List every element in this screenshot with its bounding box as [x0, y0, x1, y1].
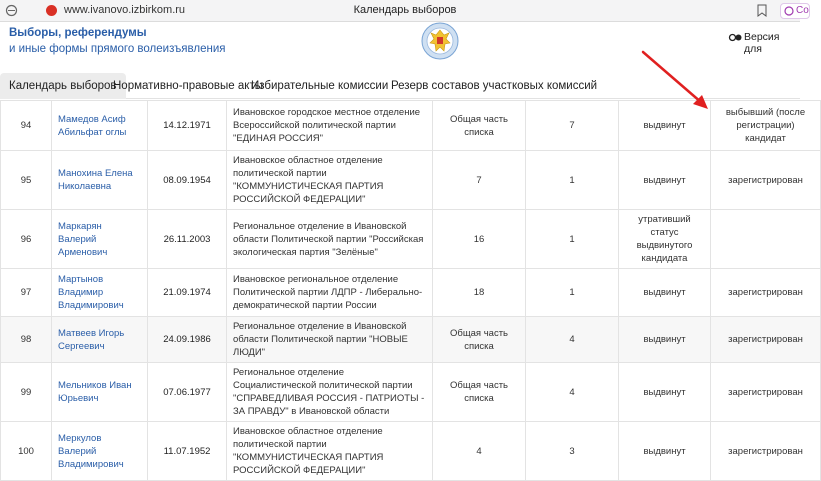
table-row	[1, 363, 821, 422]
birth-date: 11.07.1952	[148, 422, 227, 481]
nomination-status: выдвинут	[619, 363, 711, 422]
list-part: 7	[433, 151, 526, 210]
main-nav	[0, 73, 800, 99]
table-row	[1, 317, 821, 363]
tab-election-commissions[interactable]: Избирательные комиссии	[251, 80, 389, 92]
row-number: 95	[1, 151, 52, 210]
candidate-name-link[interactable]: Манохина Елена Николаевна	[52, 151, 148, 210]
row-number: 97	[1, 269, 52, 317]
list-part: 16	[433, 210, 526, 269]
address-bar-url[interactable]: www.ivanovo.izbirkom.ru	[64, 4, 186, 16]
browser-tab-title: Календарь выборов	[353, 4, 457, 16]
cec-emblem-logo[interactable]	[418, 21, 462, 61]
birth-date: 14.12.1971	[148, 101, 227, 151]
nominating-party: Ивановское областное отделение политической партии "КОММУНИСТИЧЕСКАЯ ПАРТИЯ РОССИЙСКОЙ ФЕДЕРАЦИИ"	[227, 422, 433, 481]
row-number: 99	[1, 363, 52, 422]
row-number: 98	[1, 317, 52, 363]
list-position: 4	[526, 363, 619, 422]
candidate-name-link[interactable]: Меркулов Валерий Владимирович	[52, 422, 148, 481]
table-row	[1, 269, 821, 317]
list-position: 1	[526, 269, 619, 317]
registration-status: зарегистрирован	[711, 422, 821, 481]
extension-icon	[784, 6, 794, 16]
candidate-name-link[interactable]: Мамедов Асиф Абильфат оглы	[52, 101, 148, 151]
site-title-line1: Выборы, референдумы	[9, 27, 147, 39]
tab-legal-acts[interactable]: Нормативно-правовые акты	[113, 80, 263, 92]
list-part: Общая часть списка	[433, 363, 526, 422]
site-settings-icon[interactable]	[5, 4, 18, 17]
candidates-table	[0, 100, 821, 481]
list-part: 18	[433, 269, 526, 317]
candidate-name-link[interactable]: Мельников Иван Юрьевич	[52, 363, 148, 422]
nominating-party: Региональное отделение Социалистической политической партии "СПРАВЕДЛИВАЯ РОССИЯ - ПАТРИОТЫ - ЗА ПРАВДУ" в Ивановской области	[227, 363, 433, 422]
low-vision-icon[interactable]	[729, 33, 742, 42]
table-row	[1, 422, 821, 481]
candidate-name-link[interactable]: Матвеев Игорь Сергеевич	[52, 317, 148, 363]
list-position: 4	[526, 317, 619, 363]
list-part: Общая часть списка	[433, 317, 526, 363]
birth-date: 08.09.1954	[148, 151, 227, 210]
browser-toolbar	[0, 0, 809, 22]
site-title[interactable]	[9, 25, 225, 57]
list-position: 7	[526, 101, 619, 151]
row-number: 94	[1, 101, 52, 151]
list-part: Общая часть списка	[433, 101, 526, 151]
registration-status: зарегистрирован	[711, 317, 821, 363]
nominating-party: Региональное отделение в Ивановской области Политической партии "Российская экологическая партия "Зелёные"	[227, 210, 433, 269]
accessible-version-link[interactable]: Версия для	[744, 31, 780, 55]
table-row	[1, 101, 821, 151]
candidate-name-link[interactable]: Мартынов Владимир Владимирович	[52, 269, 148, 317]
extension-button[interactable]	[780, 3, 810, 19]
nominating-party: Ивановское областное отделение политической партии "КОММУНИСТИЧЕСКАЯ ПАРТИЯ РОССИЙСКОЙ ФЕДЕРАЦИИ"	[227, 151, 433, 210]
row-number: 100	[1, 422, 52, 481]
nominating-party: Ивановское городское местное отделение Всероссийской политической партии "ЕДИНАЯ РОССИЯ"	[227, 101, 433, 151]
candidate-name-link[interactable]: Маркарян Валерий Арменович	[52, 210, 148, 269]
bookmark-icon[interactable]	[757, 4, 767, 17]
birth-date: 24.09.1986	[148, 317, 227, 363]
nominating-party: Региональное отделение в Ивановской области Политической партии "НОВЫЕ ЛЮДИ"	[227, 317, 433, 363]
registration-status	[711, 210, 821, 269]
list-position: 3	[526, 422, 619, 481]
table-row	[1, 151, 821, 210]
table-row	[1, 210, 821, 269]
birth-date: 21.09.1974	[148, 269, 227, 317]
registration-status: зарегистрирован	[711, 269, 821, 317]
nomination-status: выдвинут	[619, 101, 711, 151]
nomination-status: утративший статус выдвинутого кандидата	[619, 210, 711, 269]
tab-reserve-commissions[interactable]: Резерв составов участковых комиссий	[391, 80, 598, 92]
registration-status: выбывший (после регистрации) кандидат	[711, 101, 821, 151]
row-number: 96	[1, 210, 52, 269]
extension-label: Со	[796, 5, 809, 16]
not-secure-warning-icon[interactable]	[46, 5, 57, 16]
nomination-status: выдвинут	[619, 269, 711, 317]
birth-date: 26.11.2003	[148, 210, 227, 269]
tab-elections-calendar[interactable]: Календарь выборов	[0, 73, 126, 99]
list-position: 1	[526, 210, 619, 269]
list-part: 4	[433, 422, 526, 481]
list-position: 1	[526, 151, 619, 210]
nominating-party: Ивановское региональное отделение Политической партии ЛДПР - Либерально-демократической партии России	[227, 269, 433, 317]
registration-status: зарегистрирован	[711, 151, 821, 210]
nomination-status: выдвинут	[619, 422, 711, 481]
site-title-line2: и иные формы прямого волеизъявления	[9, 43, 226, 55]
nomination-status: выдвинут	[619, 151, 711, 210]
registration-status: зарегистрирован	[711, 363, 821, 422]
birth-date: 07.06.1977	[148, 363, 227, 422]
nomination-status: выдвинут	[619, 317, 711, 363]
